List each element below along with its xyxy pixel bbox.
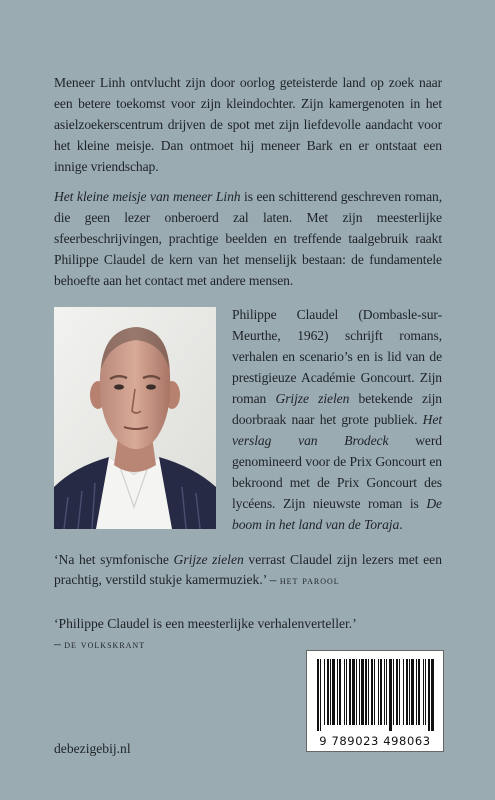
quote-2-dash: – xyxy=(54,636,65,651)
barcode-bar xyxy=(396,659,398,725)
blurb-paragraph-2 xyxy=(54,186,442,291)
barcode-bar xyxy=(332,659,335,725)
bio-text-2: betekende zijn doorbraak naar het grote publiek. xyxy=(232,391,442,427)
bio-text-1: Philippe Claudel (Dombasle-sur-Meurthe, 1962) schrijft romans, verhalen en scenario’s en is lid van de prestigieuze Académie Goncourt. Zijn roman xyxy=(232,307,442,406)
barcode-bar xyxy=(378,659,379,725)
book-title: Het kleine meisje van meneer Linh xyxy=(54,189,241,204)
barcode-bar xyxy=(431,659,434,731)
barcode-bar xyxy=(403,659,404,725)
barcode-bar xyxy=(320,659,321,731)
barcode-bar xyxy=(339,659,341,725)
isbn-barcode xyxy=(306,650,444,752)
barcode-bar xyxy=(418,659,420,725)
barcode-bar xyxy=(399,659,400,725)
barcode-bar xyxy=(425,659,426,725)
barcode-bar xyxy=(337,659,338,725)
barcode-bar xyxy=(371,659,373,725)
quote-1-text-before: ‘Na het symfonische xyxy=(54,552,174,567)
quote-2-source: de volkskrant xyxy=(64,637,146,651)
barcode-bar xyxy=(406,659,408,725)
barcode-bar xyxy=(365,659,367,725)
blurb-paragraph-2-text: is een schitterend geschreven roman, die geen lezer onberoerd zal laten. Met zijn meesterlijke sfeerbeschrijvingen, prachtige beelden en treffende taalgebruik raakt Philippe Claudel de kern van het menselijk bestaan: de fundamentele behoefte aan het contact met andere mensen. xyxy=(54,189,442,288)
barcode-bar xyxy=(368,659,369,725)
review-quote-1 xyxy=(54,550,442,590)
barcode-bar xyxy=(330,659,331,725)
bio-title-3: De boom in het land van de Toraja xyxy=(232,496,442,532)
barcode-bar xyxy=(344,659,345,725)
barcode-bar xyxy=(389,659,392,731)
barcode-bar xyxy=(380,659,382,725)
barcode-bar xyxy=(409,659,410,725)
barcode-bar xyxy=(361,659,364,725)
barcode-bar xyxy=(349,659,351,725)
quote-2-text: ‘Philippe Claudel is een meesterlijke verhalenverteller.’ xyxy=(54,616,357,631)
barcode-bar xyxy=(317,659,319,731)
barcode-bar xyxy=(386,659,387,725)
barcode-bar xyxy=(346,659,347,725)
barcode-bar xyxy=(411,659,414,725)
bio-title-2: Het verslag van Brodeck xyxy=(232,412,442,448)
barcode-bar xyxy=(356,659,357,725)
author-photo xyxy=(54,307,216,529)
barcode-bar xyxy=(374,659,375,725)
quote-1-text-after: verrast Claudel zijn lezers met een prachtig, verstild stukje kamermuziek.’ xyxy=(54,552,442,587)
barcode-bar xyxy=(384,659,385,725)
quote-1-dash: – xyxy=(266,572,280,587)
barcode-bar xyxy=(416,659,417,725)
blurb-paragraph-1: Meneer Linh ontvlucht zijn door oorlog geteisterde land op zoek naar een betere toekomst voor zijn kleindochter. Zijn kamergenoten in het asielzoekerscentrum drijven de spot met zijn liefdevolle aandacht voor het kleine meisje. Dan ontmoet hij meneer Bark en er ontstaat een innige vriendschap. xyxy=(54,75,442,174)
review-quote-2 xyxy=(54,614,442,654)
barcode-bar xyxy=(428,659,430,731)
barcode-bars xyxy=(315,659,435,731)
barcode-bar xyxy=(423,659,424,725)
bio-text-3: werd genomineerd voor de Prix Goncourt en bekroond met de Prix Goncourt des lycéens. Zijn nieuwste roman is xyxy=(232,433,442,511)
barcode-bar xyxy=(327,659,329,725)
quote-1-source: het parool xyxy=(279,573,340,587)
bio-title-1: Grijze zielen xyxy=(275,391,350,406)
quote-1-title: Grijze zielen xyxy=(173,552,244,567)
bio-text-4: . xyxy=(399,517,403,532)
barcode-bar xyxy=(324,659,325,725)
publisher-website[interactable]: debezigebij.nl xyxy=(54,741,131,756)
barcode-bar xyxy=(352,659,355,725)
author-bio xyxy=(232,304,442,535)
barcode-bar xyxy=(359,659,360,725)
barcode-bar xyxy=(393,659,394,725)
isbn-number: 9 789023 498063 xyxy=(319,734,431,748)
